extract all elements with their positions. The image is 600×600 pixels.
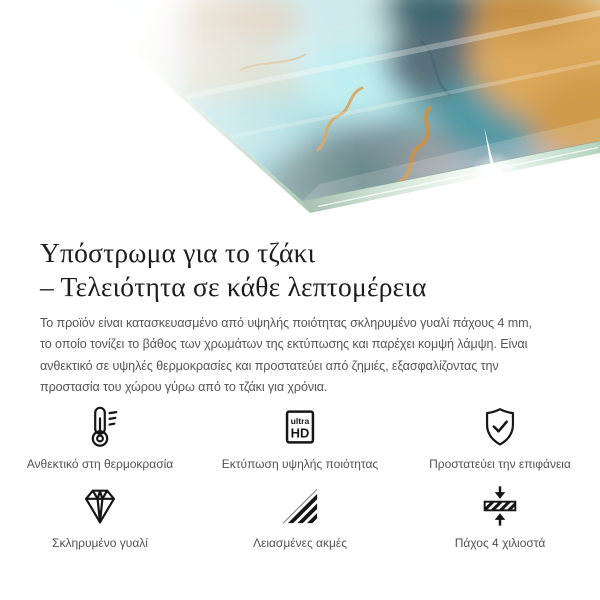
thickness-icon xyxy=(477,483,523,529)
shield-check-icon xyxy=(477,404,523,450)
ultra-hd-icon-text-bottom: HD xyxy=(290,425,310,441)
feature-tempered-glass xyxy=(0,483,200,550)
feature-print-quality xyxy=(200,404,400,471)
feature-label: Σκληρυμένο γυαλί xyxy=(52,536,148,551)
feature-label: Λειασμένες ακμές xyxy=(252,536,348,551)
description-line: προστασία του χώρου γύρω από το τζάκι για χρόνια. xyxy=(40,379,328,394)
feature-label: Πάχος 4 χιλιοστά xyxy=(454,536,546,551)
glass-panel-illustration xyxy=(0,0,600,232)
page-title xyxy=(40,236,560,304)
feature-polished-edges xyxy=(200,483,400,550)
description-line: Το προϊόν είναι κατασκευασμένο από υψηλής ποιότητας σκληρυμένο γυαλί πάχους 4 mm, xyxy=(40,316,532,330)
feature-label: Εκτύπωση υψηλής ποιότητας xyxy=(221,457,379,472)
description-line: ανθεκτικό σε υψηλές θερμοκρασίες και προστατεύει από ζημιές, εξασφαλίζοντας την xyxy=(40,358,499,373)
polished-edges-icon xyxy=(277,483,323,529)
feature-label: Ανθεκτικό στη θερμοκρασία xyxy=(26,457,174,472)
feature-temperature-resistant xyxy=(0,404,200,471)
feature-label: Προστατεύει την επιφάνεια xyxy=(429,457,571,472)
diamond-icon xyxy=(77,483,123,529)
page-title-line2: – Τελειότητα σε κάθε λεπτομέρεια xyxy=(40,271,427,302)
thermometer-icon xyxy=(77,404,123,450)
feature-thickness xyxy=(400,483,600,550)
description-line: το οποίο τονίζει το βάθος των χρωμάτων της εκτύπωσης και παρέχει κομψή λάμψη. Είναι xyxy=(40,337,528,352)
product-description xyxy=(40,313,560,398)
features-grid xyxy=(0,404,600,550)
feature-surface-protection xyxy=(400,404,600,471)
ultra-hd-icon-text-top: ultra xyxy=(290,416,310,427)
ultra-hd-icon xyxy=(277,404,323,450)
page-title-line1: Υπόστρωμα για το τζάκι xyxy=(40,237,316,268)
product-image xyxy=(0,0,600,232)
